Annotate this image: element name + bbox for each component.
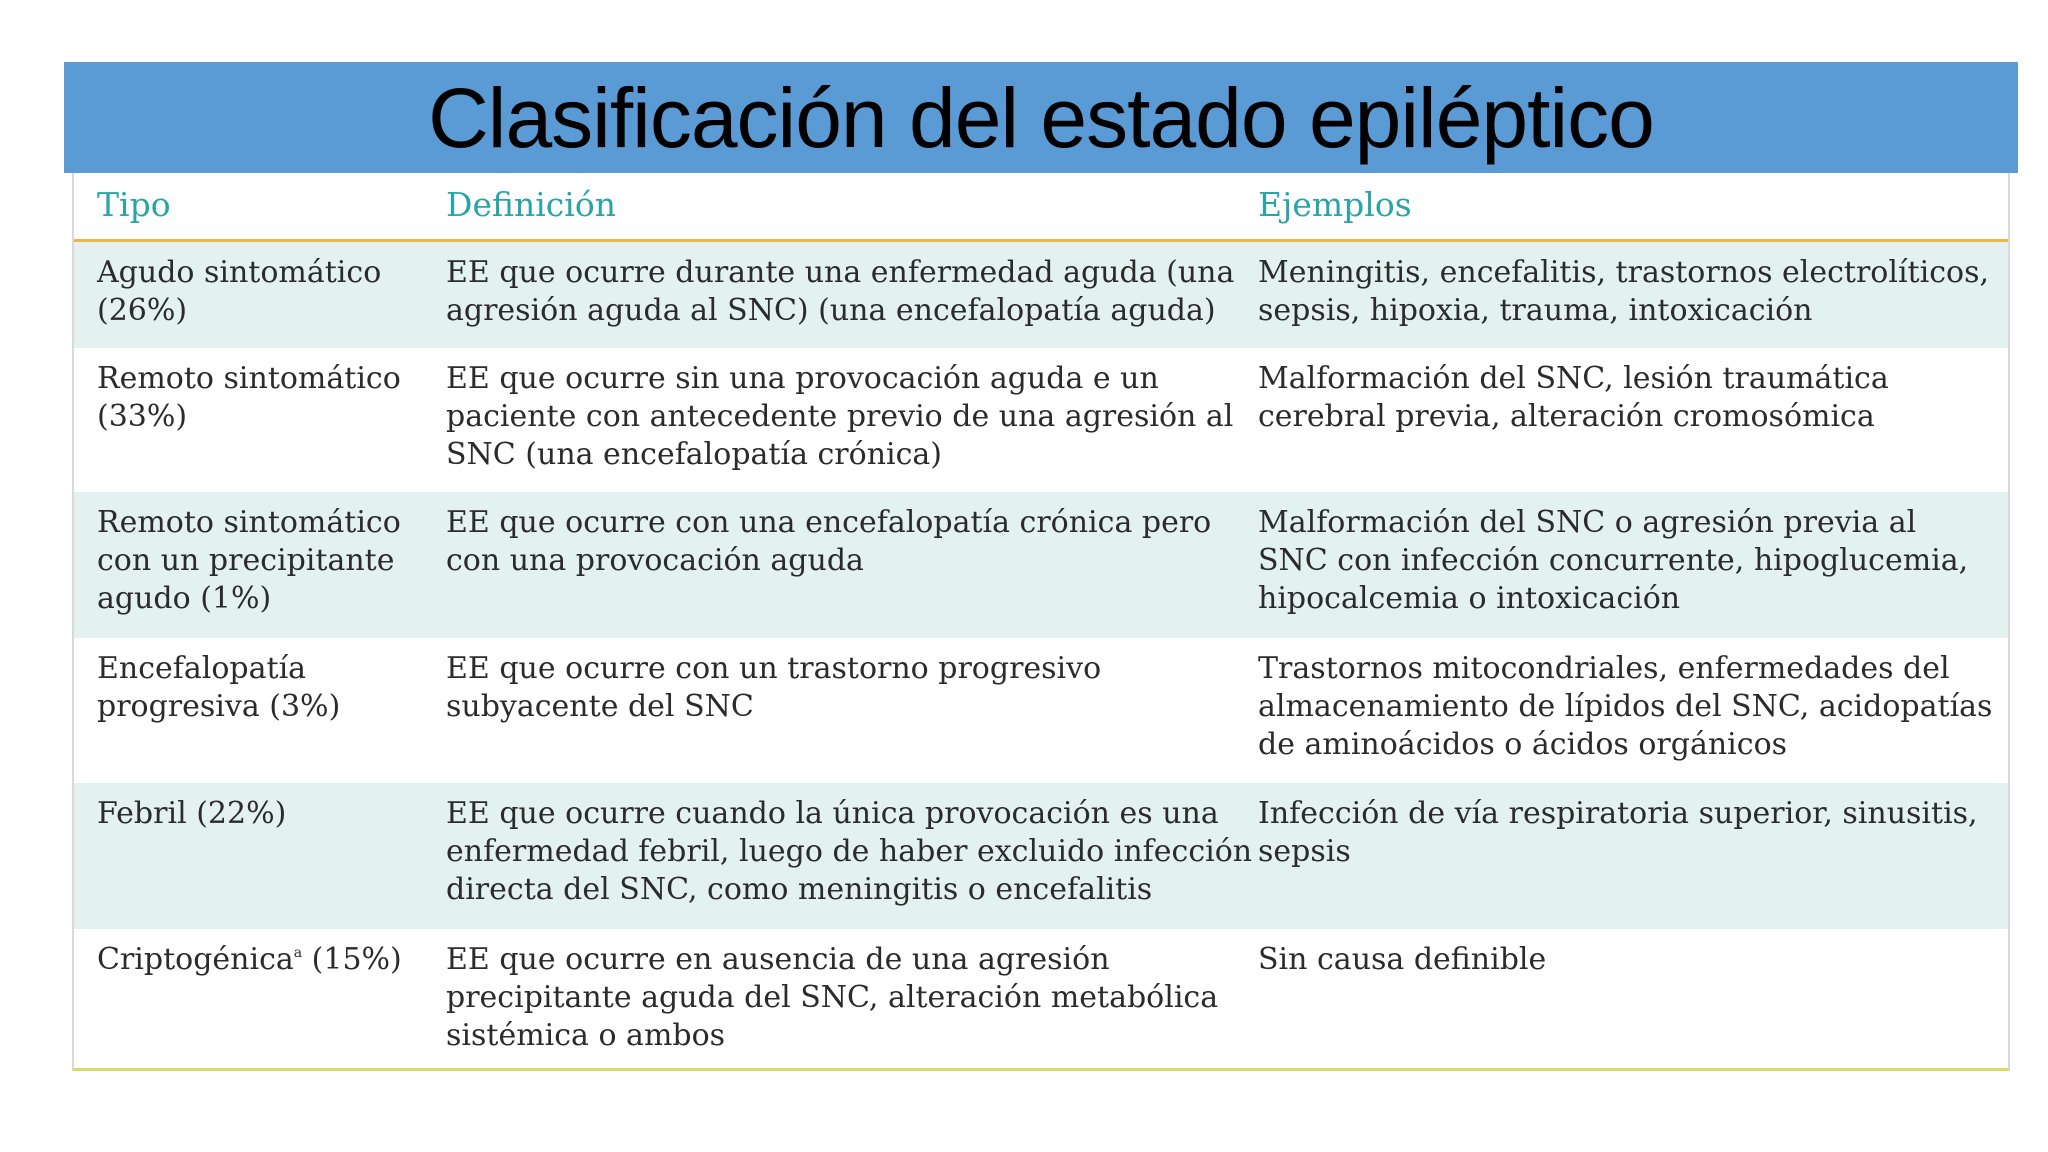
line: subyacente del SNC bbox=[446, 689, 754, 724]
line: EE que ocurre en ausencia de una agresión bbox=[446, 942, 1110, 977]
tipo-percentage: (15%) bbox=[302, 942, 402, 977]
table-header bbox=[74, 173, 2008, 242]
table-row bbox=[74, 492, 2008, 638]
line: (33%) bbox=[97, 399, 188, 434]
line: EE que ocurre cuando la única provocación es una bbox=[446, 796, 1219, 831]
line: de aminoácidos o ácidos orgánicos bbox=[1258, 727, 1788, 762]
line: Trastornos mitocondriales, enfermedades del bbox=[1258, 651, 1950, 686]
line: paciente con antecedente previo de una agresión al bbox=[446, 399, 1234, 434]
line: Infección de vía respiratoria superior, sinusitis, bbox=[1258, 796, 1978, 831]
line: Meningitis, encefalitis, trastornos electrolíticos, bbox=[1258, 255, 1990, 290]
line: con una provocación aguda bbox=[446, 543, 864, 578]
column-header-ejemplos: Ejemplos bbox=[1258, 185, 1412, 224]
line: EE que ocurre durante una enfermedad aguda (una bbox=[446, 255, 1235, 290]
line: sepsis, hipoxia, trauma, intoxicación bbox=[1258, 293, 1813, 328]
cell-definicion bbox=[446, 254, 1256, 330]
line: sepsis bbox=[1258, 834, 1351, 869]
table-row bbox=[74, 929, 2008, 1068]
title-banner bbox=[64, 62, 2018, 173]
line: Remoto sintomático bbox=[97, 505, 401, 540]
cell-definicion bbox=[446, 504, 1256, 580]
line: SNC con infección concurrente, hipoglucemia, bbox=[1258, 543, 1969, 578]
cell-ejemplos bbox=[1258, 650, 1998, 764]
cell-tipo bbox=[97, 360, 427, 436]
column-header-definicion: Definición bbox=[446, 185, 616, 224]
line: Sin causa definible bbox=[1258, 942, 1547, 977]
table-row bbox=[74, 783, 2008, 929]
table-row bbox=[74, 638, 2008, 783]
line: sistémica o ambos bbox=[446, 1018, 726, 1053]
line: Malformación del SNC o agresión previa al bbox=[1258, 505, 1917, 540]
line: agudo (1%) bbox=[97, 581, 272, 616]
line: enfermedad febril, luego de haber excluido infección bbox=[446, 834, 1253, 869]
cell-ejemplos bbox=[1258, 795, 1998, 871]
cell-ejemplos bbox=[1258, 504, 1998, 618]
cell-tipo bbox=[97, 504, 427, 618]
line: precipitante aguda del SNC, alteración metabólica bbox=[446, 980, 1219, 1015]
cell-definicion bbox=[446, 360, 1256, 474]
cell-ejemplos bbox=[1258, 360, 1998, 436]
line: hipocalcemia o intoxicación bbox=[1258, 581, 1681, 616]
line: EE que ocurre con una encefalopatía crónica pero bbox=[446, 505, 1212, 540]
cell-tipo bbox=[97, 650, 427, 726]
line: EE que ocurre sin una provocación aguda e un bbox=[446, 361, 1159, 396]
line: (26%) bbox=[97, 293, 188, 328]
table-row bbox=[74, 348, 2008, 492]
line bbox=[97, 941, 427, 979]
cell-ejemplos bbox=[1258, 941, 1998, 979]
footnote-marker: a bbox=[293, 945, 303, 961]
cell-definicion bbox=[446, 795, 1256, 909]
line: Febril (22%) bbox=[97, 796, 287, 831]
cell-tipo bbox=[97, 941, 427, 979]
slide-title: Clasificación del estado epiléptico bbox=[428, 70, 1654, 165]
line: SNC (una encefalopatía crónica) bbox=[446, 437, 943, 472]
column-header-tipo: Tipo bbox=[97, 185, 171, 224]
line: almacenamiento de lípidos del SNC, acidopatías bbox=[1258, 689, 1993, 724]
line: Remoto sintomático bbox=[97, 361, 401, 396]
tipo-name: Criptogénica bbox=[97, 942, 294, 977]
line: Agudo sintomático bbox=[97, 255, 382, 290]
line: directa del SNC, como meningitis o encefalitis bbox=[446, 872, 1153, 907]
line: cerebral previa, alteración cromosómica bbox=[1258, 399, 1875, 434]
classification-table bbox=[72, 173, 2010, 1071]
cell-tipo bbox=[97, 795, 427, 833]
table-row bbox=[74, 242, 2008, 348]
cell-definicion bbox=[446, 941, 1256, 1055]
line: con un precipitante bbox=[97, 543, 395, 578]
cell-definicion bbox=[446, 650, 1256, 726]
line: Malformación del SNC, lesión traumática bbox=[1258, 361, 1889, 396]
cell-tipo bbox=[97, 254, 427, 330]
line: agresión aguda al SNC) (una encefalopatía aguda) bbox=[446, 293, 1216, 328]
cell-ejemplos bbox=[1258, 254, 1998, 330]
line: EE que ocurre con un trastorno progresivo bbox=[446, 651, 1102, 686]
line: progresiva (3%) bbox=[97, 689, 341, 724]
line: Encefalopatía bbox=[97, 651, 307, 686]
